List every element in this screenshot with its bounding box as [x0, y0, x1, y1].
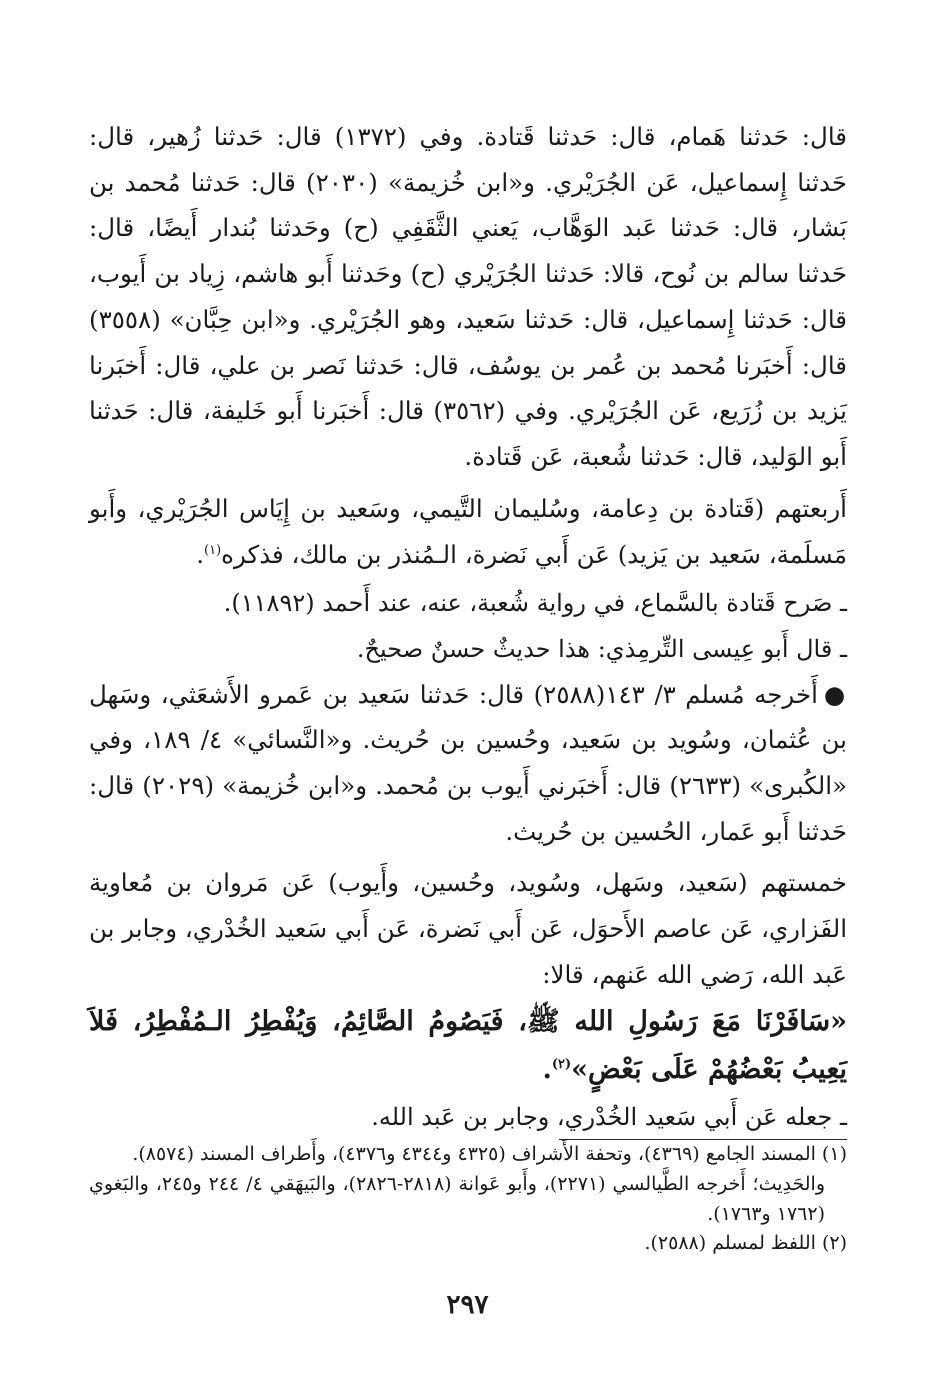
isnad-paragraph-1: قال: حَدثنا هَمام، قال: حَدثنا قَتادة. وفي (١٣٧٢) قال: حَدثنا زُهير، قال: حَدثنا إِسماعيل، عَن الجُرَيْري. و«ابن خُزيمة» (٢٠٣٠) قال: حَدثنا مُحمد بن بَشار، قال: حَدثنا عَبد الوَهَّاب، يَعني الثَّقَفِي (ح) وحَدثنا بُندار أَيضًا، قال: حَدثنا سالم بن نُوح، قالا: حَدثنا الجُرَيْري (ح) وحَدثنا أَبو هاشم، زِياد بن أَيوب، قال: حَدثنا إِسماعيل، قال: حَدثنا سَعيد، وهو الجُرَيْري. و«ابن حِبَّان» (٣٥٥٨) قال: أَخبَرنا مُحمد بن عُمر بن يوسُف، قال: حَدثنا نَصر بن علي، قال: أَخبَرنا يَزيد بن زُرَيع، عَن الجُرَيْري. وفي (٣٥٦٢) قال: أَخبَرنا أَبو خَليفة، قال: حَدثنا أَبو الوَليد، قال: حَدثنا شُعبة، عَن قَتادة.: [89, 122, 847, 471]
hadith-end: .: [542, 1054, 552, 1086]
takhrij-paragraph-2: [89, 672, 847, 855]
isnad-summary-paragraph-2: خمستهم (سَعيد، وسَهل، وسُويد، وحُسين، وأَيوب) عَن مَروان بن مُعاوية الفَزاري، عَن عاصم الأَحوَل، عَن أَبي نَضرة، عَن أَبي سَعيد الخُدْري، وجابر بن عَبد الله، رَضي الله عَنهم، قالا:: [89, 868, 847, 990]
footnote-ref-2[interactable]: (٢): [551, 1057, 572, 1073]
footnote-2: (٢) اللفظ لمسلم (٢٥٨٨).: [644, 1232, 847, 1255]
note-narrators: ـ جعله عَن أَبي سَعيد الخُدْري، وجابر بن عَبد الله.: [371, 1103, 847, 1132]
footnote-1: (١) المسند الجامع (٤٣٦٩)، وتحفة الأَشراف (٤٣٢٥ و٤٣٤٤ و٤٣٧٦)، وأَطراف المسند (٨٥٧٤).: [132, 1143, 847, 1165]
bullet-icon: ●: [823, 679, 847, 709]
hadith-matn: [89, 998, 847, 1094]
footnote-1-continuation: والحَدِيث؛ أَخرجه الطَّيالسي (٢٢٧١)، وأَبو عَوانة (٢٨١٨-٢٨٢٦)، والبَيهَقي ٤/ ٢٤٤ و٢٤٥، والبَغوي (١٧٦٢ و١٧٦٣).: [89, 1172, 825, 1225]
footnote-ref-1[interactable]: (١): [204, 542, 222, 558]
hadith-text: «سَافَرْنَا مَعَ رَسُولِ الله ﷺ، فَيَصُومُ الصَّائِمُ، وَيُفْطِرُ الـمُفْطِرُ، فَلاَ يَعِيبُ بَعْضُهُمْ عَلَى بَعْضٍ»: [89, 1006, 847, 1086]
footnotes: [89, 1140, 847, 1259]
note-tirmidhi: ـ قال أَبو عِيسى التِّرمِذي: هذا حديثٌ حسنٌ صحيحٌ.: [356, 634, 847, 663]
summary-end-1: .: [196, 539, 205, 569]
takhrij-text-2: أَخرجه مُسلم ٣/ ١٤٣(٢٥٨٨) قال: حَدثنا سَعيد بن عَمرو الأَشعَثي، وسَهل بن عُثمان، وسُويد بن سَعيد، وحُسين بن حُريث. و«النَّسائي» ٤/ ١٨٩، وفي «الكُبرى» (٢٦٣٣) قال: أَخبَرني أَيوب بن مُحمد. و«ابن خُزيمة» (٢٠٢٩) قال: حَدثنا أَبو عَمار، الحُسين بن حُريث.: [89, 679, 848, 846]
page-number: ٢٩٧: [446, 1290, 489, 1320]
main-text: [89, 114, 847, 1140]
isnad-summary-paragraph-1: [89, 486, 847, 578]
note-sama: ـ صَرح قَتادة بالسَّماع، في رواية شُعبة، عنه، عند أَحمد (١١٨٩٢).: [223, 588, 847, 617]
summary-text-1: أَربعتهم (قَتادة بن دِعامة، وسُليمان التَّيمي، وسَعيد بن إِيَاس الجُرَيْري، وأَبو مَسلَمة، سَعيد بن يَزيد) عَن أَبي نَضرة، الـمُنذر بن مالك، فذكره: [89, 493, 847, 569]
